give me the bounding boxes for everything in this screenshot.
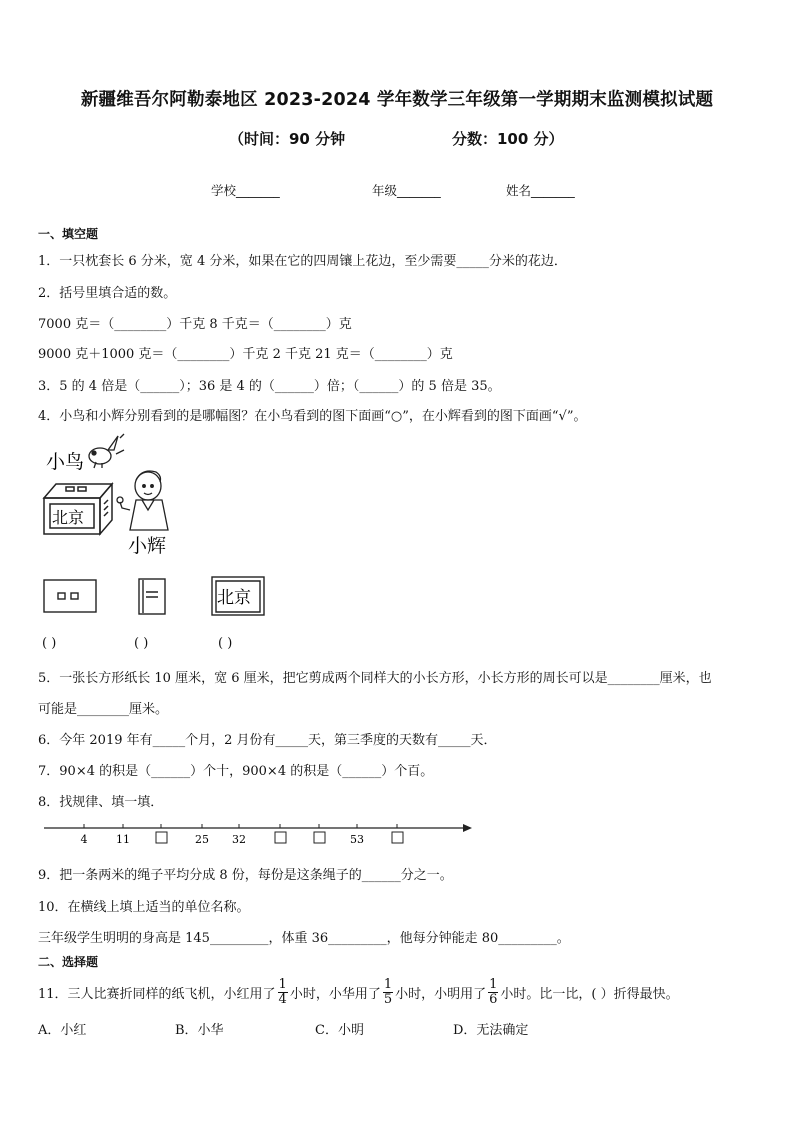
question-2b: 9000 克＋1000 克＝（________）千克 2 千克 21 克＝（________）克 [38, 347, 453, 362]
q4-scene-figure [38, 430, 278, 560]
view-top-option [44, 580, 96, 612]
q8-number-line [38, 818, 478, 854]
arrow-head-icon [463, 824, 472, 832]
question-10a: 三年级学生明明的身高是 145_________，体重 36_________，他每分钟能走 80_________。 [38, 931, 570, 946]
frac-den: 5 [383, 991, 393, 1007]
q11-text-c: 小时，小明用了 [395, 986, 487, 1002]
fraction-sixth [488, 978, 498, 1007]
number-line-blank-box[interactable] [275, 832, 286, 843]
question-5: 5．一张长方形纸长 10 厘米，宽 6 厘米，把它剪成两个同样大的小长方形，小长方形的周长可以是________厘米，也 [38, 671, 712, 686]
page-title: 新疆维吾尔阿勒泰地区 2023-2024 学年数学三年级第一学期期末监测模拟试题 [80, 90, 714, 110]
view-side-option [139, 579, 165, 614]
option-a[interactable]: A．小红 [38, 1023, 87, 1038]
number-line-label: 25 [195, 833, 209, 846]
question-7: 7．90×4 的积是（______）个十，900×4 的积是（______）个百。 [38, 764, 434, 779]
number-line-blank-box[interactable] [314, 832, 325, 843]
exam-score: 分数：100 分） [452, 130, 564, 148]
bird-icon [89, 434, 124, 468]
q11-text-b: 小时，小华用了 [289, 986, 381, 1002]
fraction-quarter [278, 978, 288, 1007]
boy-icon [117, 471, 168, 530]
answer-paren-2[interactable]: ( ) [134, 636, 149, 651]
school-field[interactable]: 学校_______ [211, 183, 280, 198]
number-line-label: 32 [232, 833, 246, 846]
number-line-blank-box[interactable] [156, 832, 167, 843]
question-8: 8．找规律、填一填． [38, 795, 164, 810]
answer-paren-3[interactable]: ( ) [218, 636, 233, 651]
question-2a: 7000 克＝（________）千克 8 千克＝（________）克 [38, 317, 352, 332]
question-5-cont: 可能是________厘米。 [38, 702, 169, 717]
question-10: 10．在横线上填上适当的单位名称。 [38, 900, 250, 915]
q11-text-d: 小时。比一比，( ）折得最快。 [500, 986, 679, 1002]
option-d[interactable]: D．无法确定 [453, 1023, 529, 1038]
number-line-label: 53 [350, 833, 364, 846]
number-line-blank-box[interactable] [392, 832, 403, 843]
name-field[interactable]: 姓名_______ [506, 183, 575, 198]
boy-label: 小辉 [128, 535, 167, 557]
view-front-label: 北京 [217, 588, 251, 608]
question-4: 4．小鸟和小辉分别看到的是哪幅图？在小鸟看到的图下面画“○”，在小辉看到的图下面画“√”。 [38, 409, 587, 424]
q4-views [38, 572, 278, 622]
question-3: 3．5 的 4 倍是（______）；36 是 4 的（______）倍；（______）的 5 倍是 35。 [38, 379, 501, 394]
option-b[interactable]: B．小华 [175, 1023, 224, 1038]
frac-den: 4 [278, 991, 287, 1007]
fraction-fifth [383, 978, 393, 1007]
box-label: 北京 [52, 508, 85, 527]
answer-paren-1[interactable]: ( ) [42, 636, 57, 651]
question-1: 1．一只枕套长 6 分米，宽 4 分米，如果在它的四周镶上花边，至少需要_____分米的花边． [38, 254, 567, 269]
grade-field[interactable]: 年级_______ [372, 183, 441, 198]
number-line-label: 11 [116, 833, 130, 846]
exam-time: （时间：90 分钟 [229, 130, 346, 148]
frac-num: 1 [489, 976, 498, 992]
number-line-label: 4 [80, 833, 88, 846]
frac-num: 1 [383, 976, 393, 992]
frac-den: 6 [489, 991, 498, 1007]
question-2: 2．括号里填合适的数。 [38, 286, 177, 301]
bird-label: 小鸟 [46, 451, 85, 473]
q11-text-a: 11．三人比赛折同样的纸飞机，小红用了 [38, 986, 276, 1002]
section-choice: 二、选择题 [38, 955, 99, 969]
question-9: 9．把一条两米的绳子平均分成 8 份，每份是这条绳子的______分之一。 [38, 868, 453, 883]
option-c[interactable]: C．小明 [315, 1023, 364, 1038]
question-11 [38, 972, 679, 1012]
question-6: 6．今年 2019 年有_____个月，2 月份有_____天，第三季度的天数有_____天． [38, 733, 497, 748]
frac-num: 1 [278, 976, 287, 992]
section-fill-blank: 一、填空题 [38, 227, 99, 241]
